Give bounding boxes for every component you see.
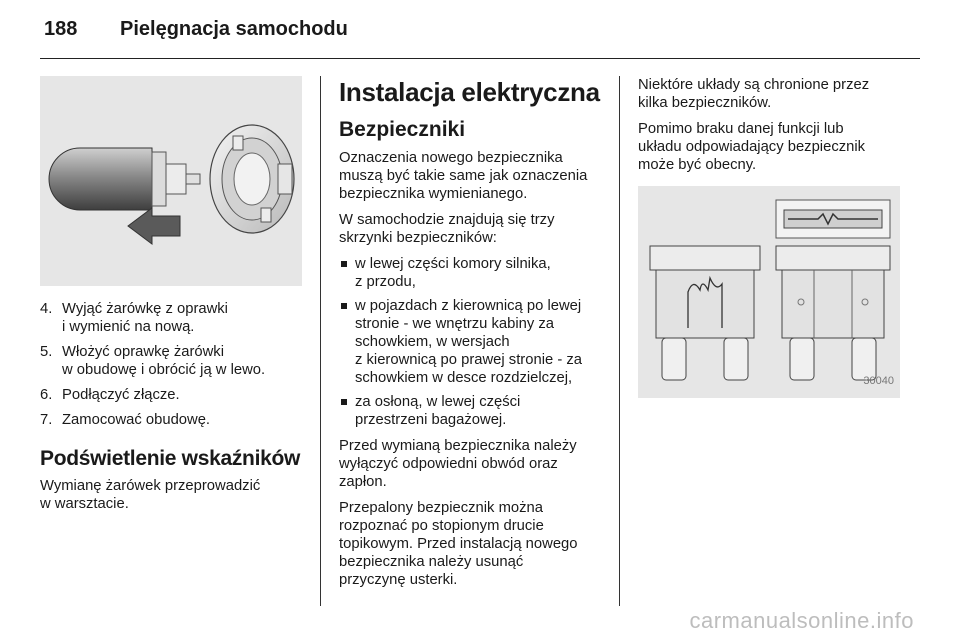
left-column — [40, 76, 302, 521]
step-text: w obudowę i obrócić ją w lewo. — [62, 362, 266, 378]
figure-code: 30040 — [863, 375, 894, 387]
instrument-lighting-paragraph — [40, 477, 302, 513]
paragraph — [638, 76, 900, 112]
step-number: 7. — [40, 412, 53, 428]
list-item — [339, 255, 605, 291]
text-line: kilka bezpieczników. — [638, 95, 772, 111]
right-column — [638, 76, 900, 398]
text-line: stronie - we wnętrzu kabiny za — [355, 316, 555, 332]
step-text: i wymienić na nową. — [62, 319, 195, 335]
text-line: bezpiecznika wymienianego. — [339, 186, 528, 202]
text-line: bezpiecznika należy usunąć — [339, 554, 524, 570]
text-line: Przed wymianą bezpiecznika należy — [339, 438, 577, 454]
text-line: W samochodzie znajdują się trzy — [339, 212, 555, 228]
text-line: z kierownicą po prawej stronie - za — [355, 352, 582, 368]
list-item — [40, 386, 302, 404]
text-line: Wymianę żarówek przeprowadzić — [40, 478, 261, 494]
chapter-title: Pielęgnacja samochodu — [120, 18, 348, 40]
text-line: za osłoną, w lewej części — [355, 394, 521, 410]
page-header — [44, 18, 348, 41]
list-item — [40, 411, 302, 429]
blown-fuse-illustration — [638, 186, 900, 398]
replacement-steps — [40, 300, 302, 429]
paragraph — [339, 499, 605, 589]
header-rule — [40, 58, 920, 59]
text-line: z przodu, — [355, 274, 416, 290]
text-line: w pojazdach z kierownicą po lewej — [355, 298, 582, 314]
fuse-figure — [638, 186, 900, 398]
text-line: schowkiem w desce rozdzielczej, — [355, 370, 573, 386]
column-divider — [320, 76, 321, 606]
step-text: Zamocować obudowę. — [62, 412, 211, 428]
text-line: topikowym. Przed instalacją nowego — [339, 536, 578, 552]
text-line: w lewej części komory silnika, — [355, 256, 551, 272]
text-line: przestrzeni bagażowej. — [355, 412, 507, 428]
list-item — [40, 343, 302, 379]
section-title: Instalacja elektryczna — [339, 77, 600, 107]
text-line: układu odpowiadający bezpiecznik — [638, 139, 866, 155]
paragraph — [339, 149, 605, 203]
step-number: 4. — [40, 301, 53, 317]
text-line: Przepalony bezpiecznik można — [339, 500, 543, 516]
instrument-lighting-heading: Podświetlenie wskaźników — [40, 447, 301, 470]
text-line: schowkiem, w wersjach — [355, 334, 510, 350]
step-number: 6. — [40, 387, 53, 403]
text-line: zapłon. — [339, 474, 387, 490]
page-number: 188 — [44, 18, 78, 40]
text-line: przyczynę usterki. — [339, 572, 458, 588]
step-text: Podłączyć złącze. — [62, 387, 180, 403]
text-line: muszą być takie same jak oznaczenia — [339, 168, 588, 184]
bulb-holder-removal-illustration — [40, 76, 302, 286]
text-line: skrzynki bezpieczników: — [339, 230, 497, 246]
list-item — [339, 297, 605, 387]
subsection-title: Bezpieczniki — [339, 118, 466, 141]
fuse-box-locations — [339, 255, 605, 429]
text-line: wyłączyć odpowiedni obwód oraz — [339, 456, 558, 472]
text-line: Oznaczenia nowego bezpiecznika — [339, 150, 563, 166]
list-item — [40, 300, 302, 336]
step-text: Wyjąć żarówkę z oprawki — [62, 301, 228, 317]
text-line: w warsztacie. — [40, 496, 129, 512]
step-text: Włożyć oprawkę żarówki — [62, 344, 224, 360]
text-line: Pomimo braku danej funkcji lub — [638, 121, 844, 137]
paragraph — [638, 120, 900, 174]
text-line: może być obecny. — [638, 157, 757, 173]
watermark: carmanualsonline.info — [689, 608, 914, 633]
step-number: 5. — [40, 344, 53, 360]
middle-column — [339, 76, 605, 597]
column-divider — [619, 76, 620, 606]
list-item — [339, 393, 605, 429]
paragraph — [339, 211, 605, 247]
paragraph — [339, 437, 605, 491]
bulb-holder-figure — [40, 76, 302, 286]
text-line: rozpoznać po stopionym drucie — [339, 518, 544, 534]
text-line: Niektóre układy są chronione przez — [638, 77, 870, 93]
